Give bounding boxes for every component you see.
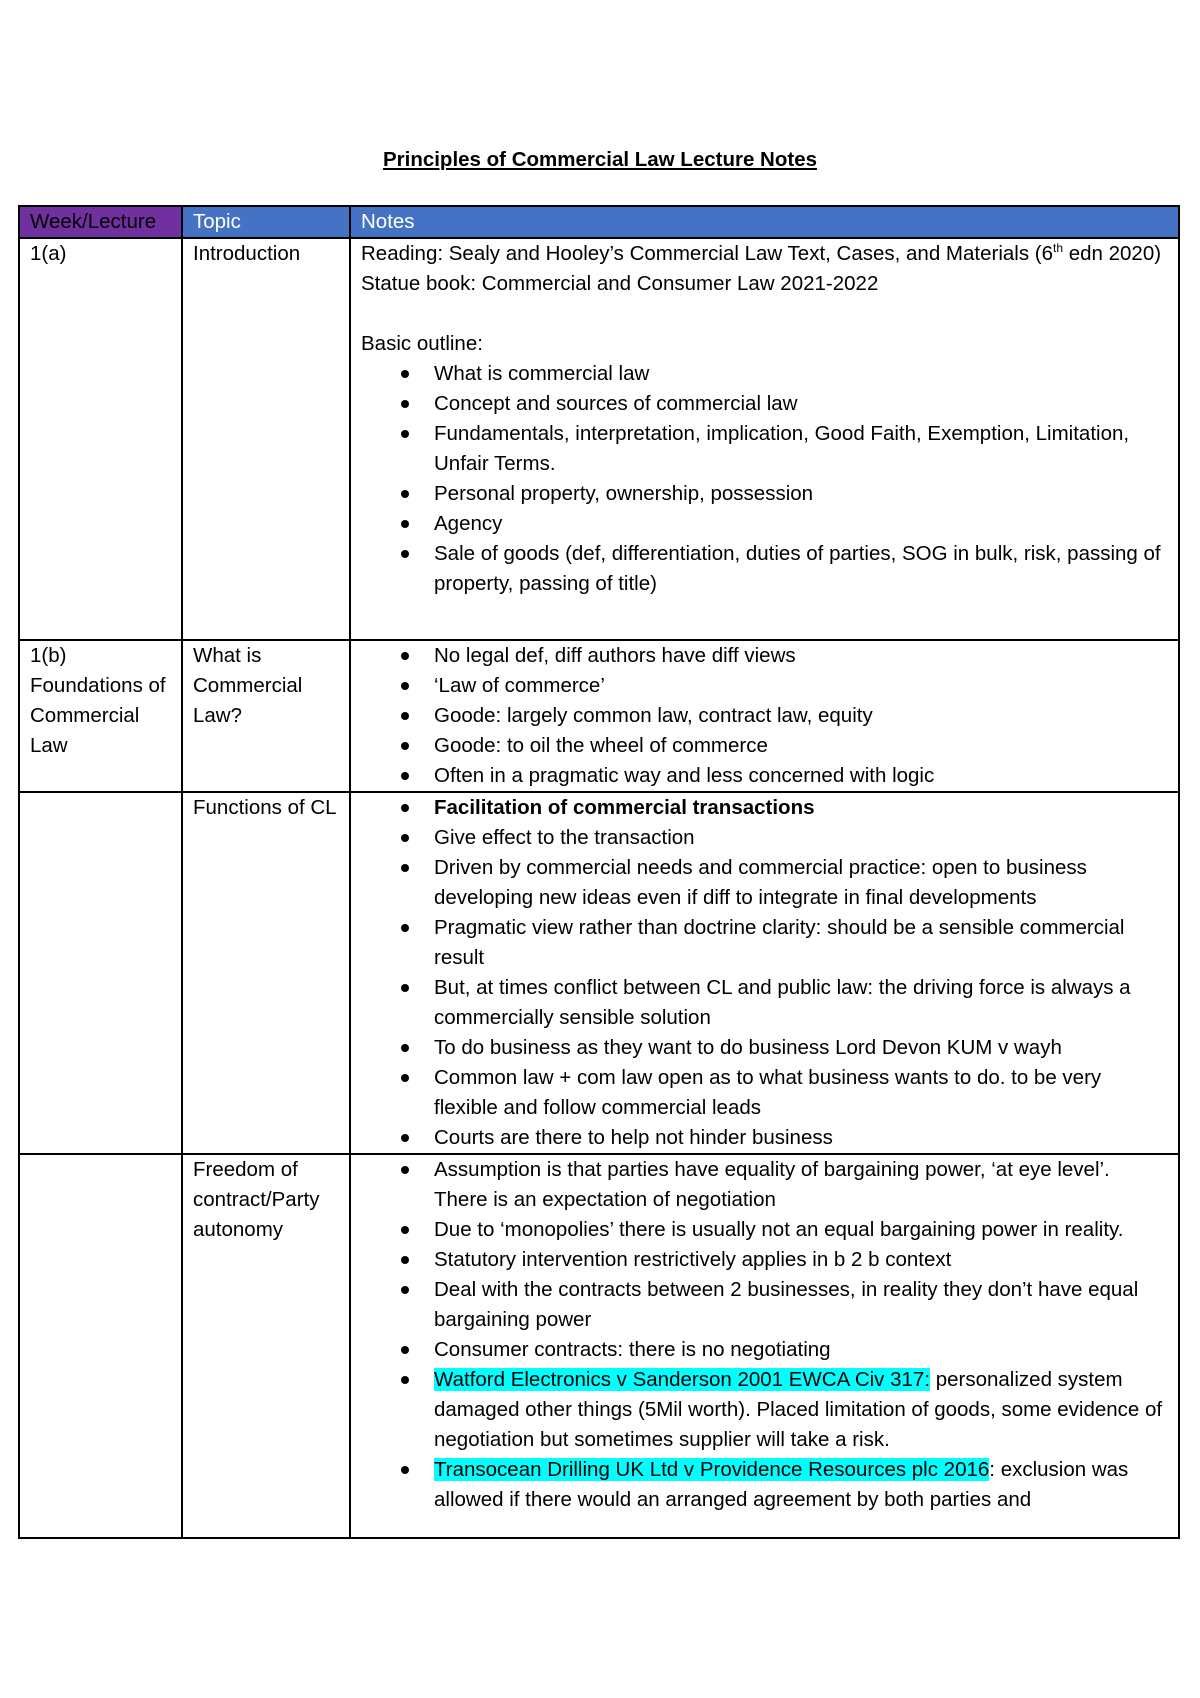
list-item: Assumption is that parties have equality of bargaining power, ‘at eye level’. There is an expectation of negotiation (361, 1155, 1168, 1215)
list-item: Driven by commercial needs and commercial practice: open to business developing new ideas even if diff to integrate in final developments (361, 853, 1168, 913)
list-item: What is commercial law (361, 359, 1168, 389)
list-item: ‘Law of commerce’ (361, 671, 1168, 701)
table-row (19, 238, 1179, 640)
week-cell: 1(a) (19, 238, 182, 640)
list-item: Deal with the contracts between 2 businesses, in reality they don’t have equal bargaining power (361, 1275, 1168, 1335)
table-row (19, 792, 1179, 1154)
list-item: Goode: to oil the wheel of commerce (361, 731, 1168, 761)
topic-cell: What is Commercial Law? (182, 640, 350, 792)
list-item (361, 1365, 1168, 1455)
list-item: Concept and sources of commercial law (361, 389, 1168, 419)
list-item: Give effect to the transaction (361, 823, 1168, 853)
list-item (361, 1455, 1168, 1515)
list-item: Due to ‘monopolies’ there is usually not an equal bargaining power in reality. (361, 1215, 1168, 1245)
lecture-notes-table (18, 205, 1180, 1539)
notes-cell (350, 1154, 1179, 1538)
reading-text: Reading: Sealy and Hooley’s Commercial Law Text, Cases, and Materials (6 (361, 242, 1054, 265)
outline-list (361, 359, 1168, 599)
list-item: Courts are there to help not hinder business (361, 1123, 1168, 1153)
reading-superscript: th (1053, 241, 1064, 255)
notes-cell (350, 792, 1179, 1154)
table-header-row (19, 206, 1179, 238)
list-item: No legal def, diff authors have diff views (361, 641, 1168, 671)
notes-list (361, 1155, 1168, 1515)
notes-list (361, 793, 1168, 1153)
table-row (19, 640, 1179, 792)
case-note: personalized system damaged other things (5Mil worth). Placed limitation of goods, some evidence of negotiation but sometimes supplier will take a risk. (434, 1368, 1163, 1451)
outline-label: Basic outline: (361, 332, 483, 355)
list-item: Agency (361, 509, 1168, 539)
statute-line: Statue book: Commercial and Consumer Law 2021-2022 (361, 272, 879, 295)
notes-list (361, 641, 1168, 791)
week-cell: 1(b) Foundations of Commercial Law (19, 640, 182, 792)
spacer (361, 299, 1168, 329)
list-item: Consumer contracts: there is no negotiating (361, 1335, 1168, 1365)
reading-line (361, 239, 1168, 269)
list-item: Facilitation of commercial transactions (361, 793, 1168, 823)
notes-cell (350, 640, 1179, 792)
case-name-highlight: Transocean Drilling UK Ltd v Providence Resources plc 2016 (434, 1458, 990, 1481)
list-item: Common law + com law open as to what business wants to do. to be very flexible and follow commercial leads (361, 1063, 1168, 1123)
document-title: Principles of Commercial Law Lecture Notes (382, 148, 818, 171)
week-cell (19, 1154, 182, 1538)
header-week-lecture: Week/Lecture (19, 206, 182, 238)
notes-cell (350, 238, 1179, 640)
list-item: Often in a pragmatic way and less concerned with logic (361, 761, 1168, 791)
reading-edition: edn 2020) (1063, 242, 1162, 265)
case-name-highlight: Watford Electronics v Sanderson 2001 EWCA Civ 317: (434, 1368, 931, 1391)
case-note: : exclusion was allowed if there would an arranged agreement by both parties and (434, 1458, 1129, 1511)
topic-cell: Functions of CL (182, 792, 350, 1154)
topic-cell: Introduction (182, 238, 350, 640)
week-cell (19, 792, 182, 1154)
list-item: Personal property, ownership, possession (361, 479, 1168, 509)
list-item: Pragmatic view rather than doctrine clarity: should be a sensible commercial result (361, 913, 1168, 973)
list-item: But, at times conflict between CL and public law: the driving force is always a commercially sensible solution (361, 973, 1168, 1033)
list-item: Goode: largely common law, contract law, equity (361, 701, 1168, 731)
list-item: To do business as they want to do business Lord Devon KUM v wayh (361, 1033, 1168, 1063)
list-item: Statutory intervention restrictively applies in b 2 b context (361, 1245, 1168, 1275)
list-item: Sale of goods (def, differentiation, duties of parties, SOG in bulk, risk, passing of property, passing of title) (361, 539, 1168, 599)
list-item: Fundamentals, interpretation, implication, Good Faith, Exemption, Limitation, Unfair Terms. (361, 419, 1168, 479)
header-topic: Topic (182, 206, 350, 238)
topic-cell: Freedom of contract/Party autonomy (182, 1154, 350, 1538)
table-row (19, 1154, 1179, 1538)
header-notes: Notes (350, 206, 1179, 238)
